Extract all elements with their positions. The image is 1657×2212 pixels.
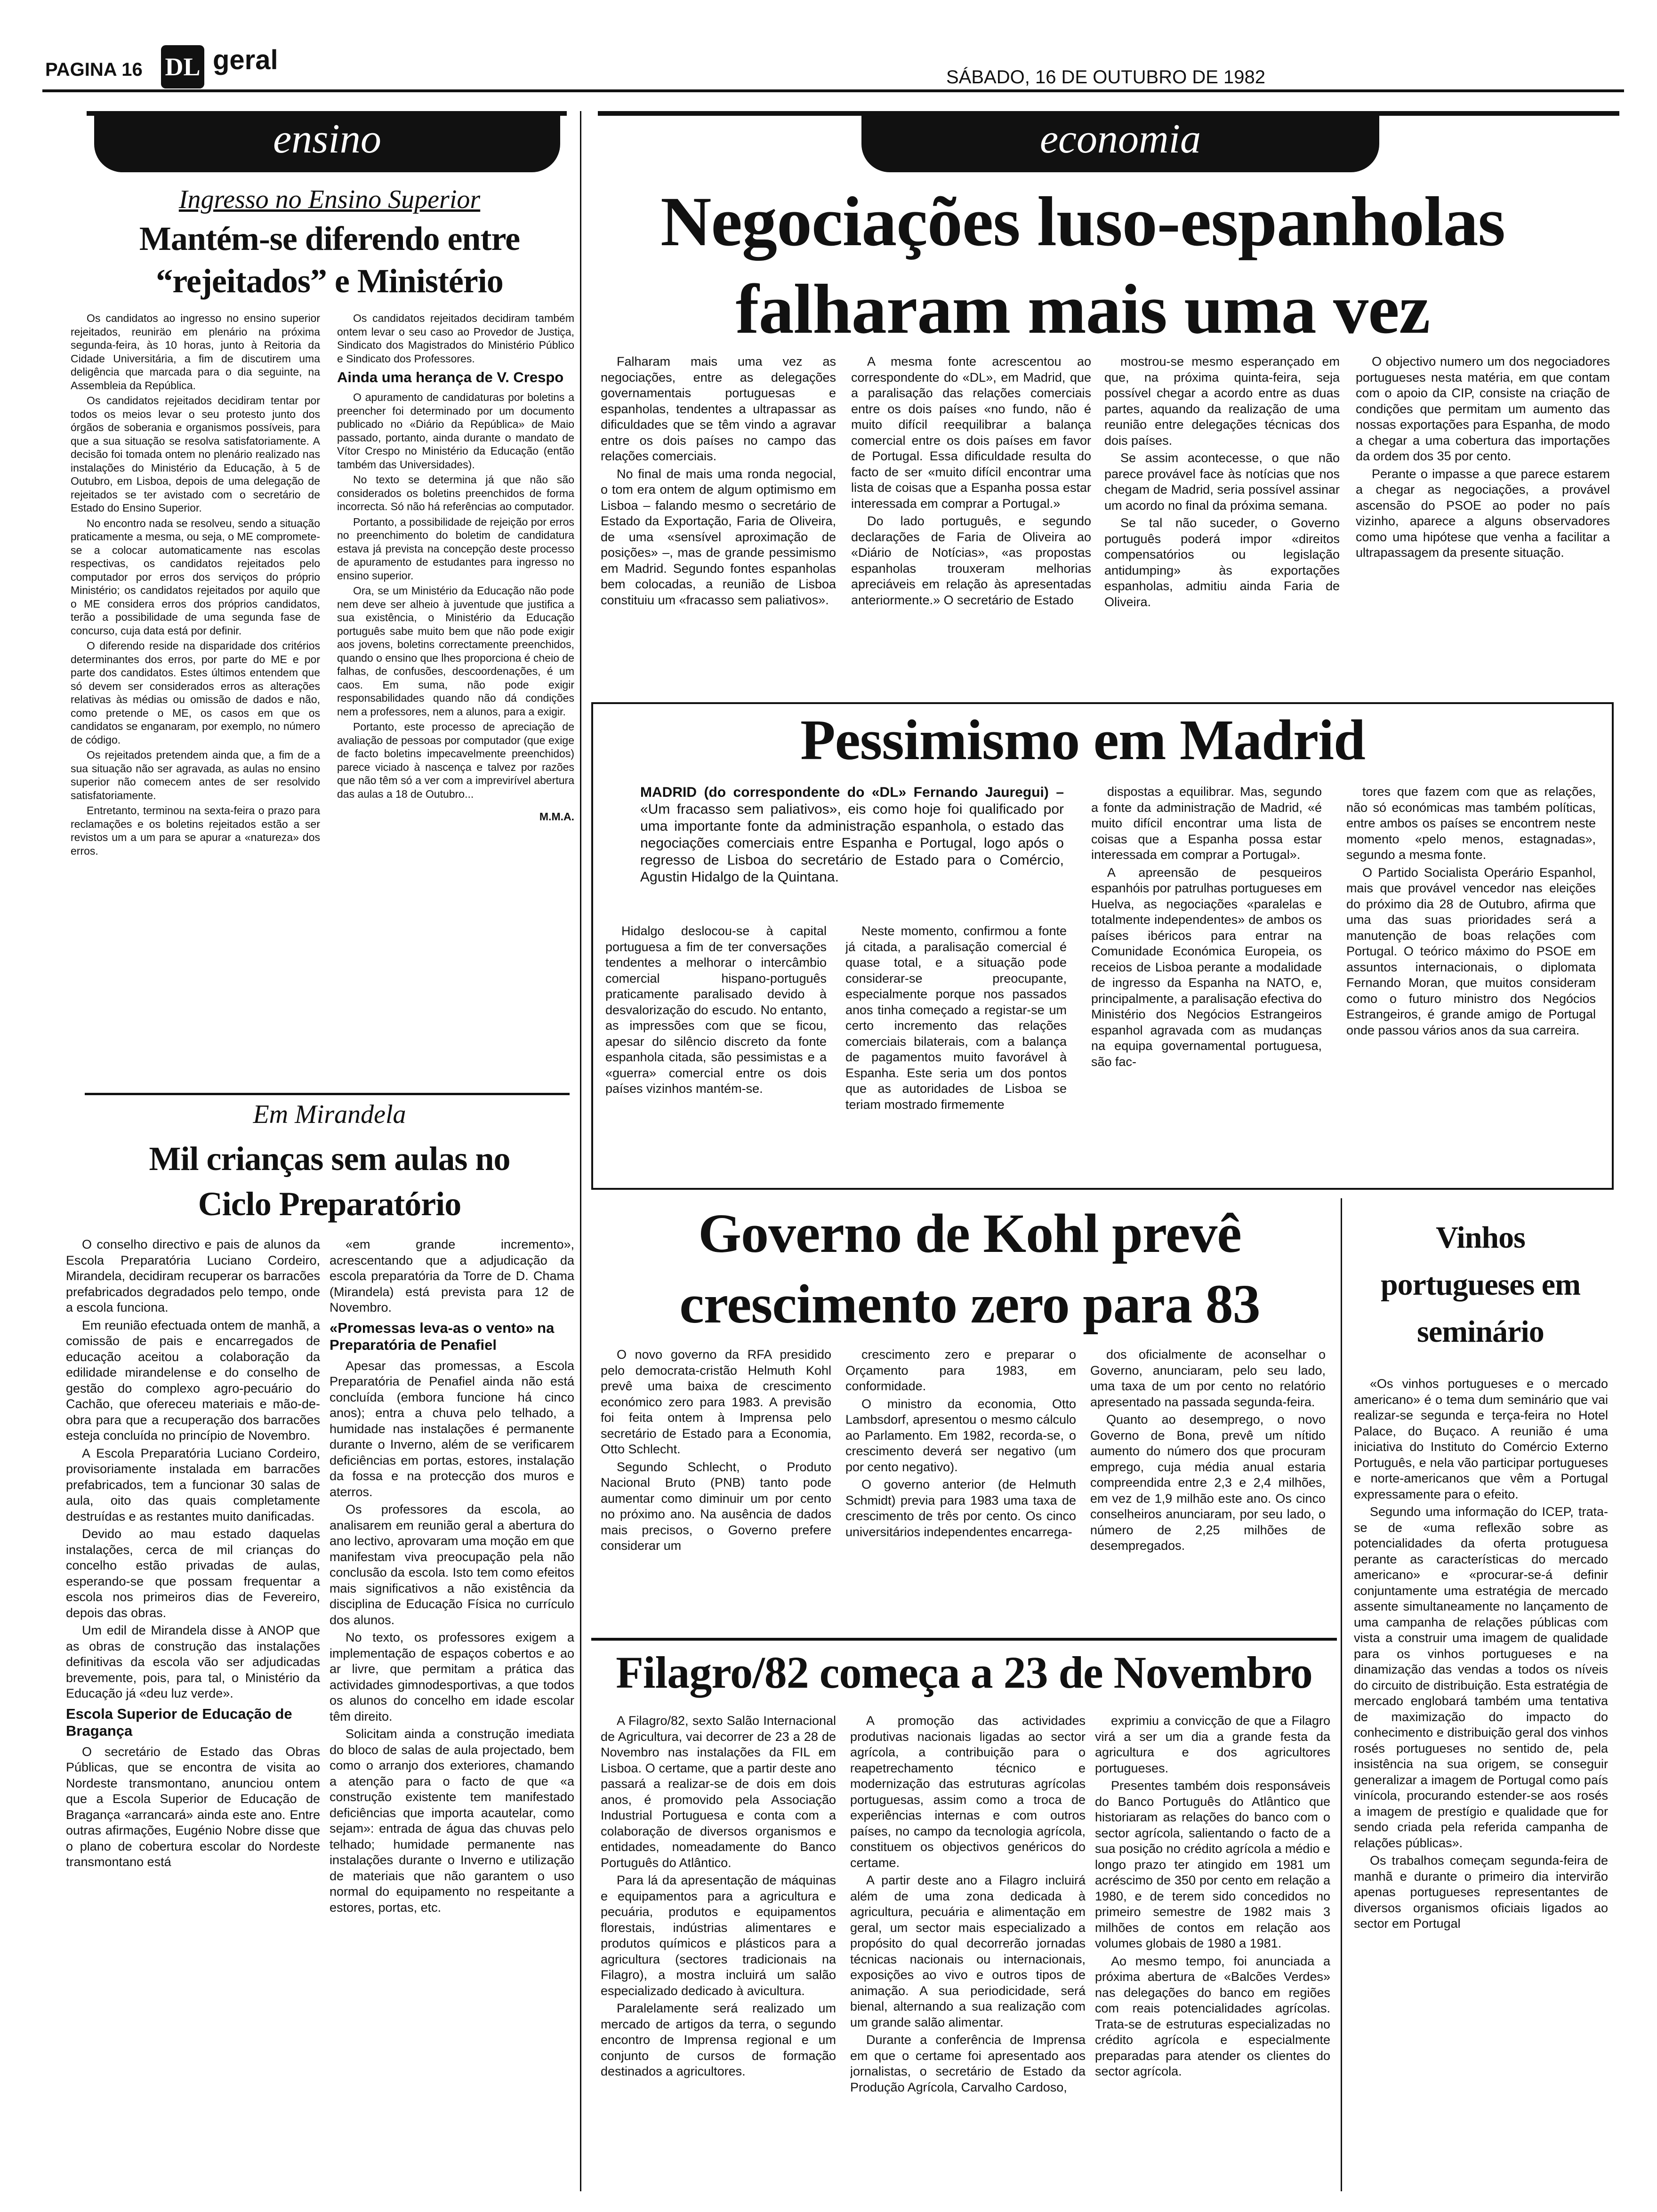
madrid-lead-text: «Um fracasso sem paliativos», eis como hoje foi qualificado por uma importante fonte da administração espanhola, o estado das negociações comerciais entre Espanha e Portugal, logo após o regresso de Lisboa do secretário de Estado para o Comércio, Agustin Hidalgo de la Quintana. xyxy=(640,801,1064,885)
paragraph: Ora, se um Ministério da Educação não pode nem deve ser alheio à juventude que justifica a sua existência, o Ministério da Educação português sabe muito bem que não pode exigir aos jovens, boletins correctamente preenchidos, quando o ensino que lhes proporciona é cheio de falhas, de confusões, descoordenações, é um caos. Em suma, não pode exigir responsabilidades quando não dá condições nem a professores, nem a alunos, para a exigir. xyxy=(337,585,574,718)
paragraph: A partir deste ano a Filagro incluirá além de uma zona dedicada à agricultura, pecuária e alimentação em geral, um sector mais especializado a propósito do qual decorrerão jornadas técnicas nacionais ou internacionais, exposições ao vivo e outros tipos de animação. A sua periodicidade, será bienal, alternando a sua realização com um grande salão alimentar. xyxy=(850,1873,1086,2029)
paragraph: Ao mesmo tempo, foi anunciada a próxima abertura de «Balcões Verdes» nas delegações do banco em regiões com reais potencialidades agrícolas. Trata-se de estruturas especializadas no crédito agrícola e especialmente preparadas para atender os clientes do sector agrícola. xyxy=(1095,1954,1330,2078)
madrid-col-4 xyxy=(1346,784,1596,1178)
filagro-col-3 xyxy=(1095,1713,1330,2198)
paragraph: «Os vinhos portugueses e o mercado americano» é o tema dum seminário que vai realizar-se segunda e terça-feira no Hotel Palace, do Buçaco. A reunião é uma iniciativa do Instituto do Comércio Externo Português, e nela vão participar portugueses e norte-americanos que vêm a Portugal expressamente para o efeito. xyxy=(1354,1377,1608,1501)
paragraph: Perante o impasse a que parece estarem a chegar as negociações, a provável ascensão do PSOE ao poder no país vizinho, aparece a alguns observadores como uma hipótese que venha a facilitar a ultrapassagem da presente situação. xyxy=(1356,466,1610,560)
mirandela-kicker: Em Mirandela xyxy=(253,1100,406,1129)
paragraph: Devido ao mau estado daquelas instalações, cerca de mil crianças do concelho estão privadas de aulas, esperando-se que possam frequentar a escola nos primeiros dias de Fevereiro, depois das obras. xyxy=(66,1527,320,1620)
paragraph: Quanto ao desemprego, o novo Governo de Bona, prevê um nítido aumento do número dos que procuram emprego, cuja média anual estaria compreendida entre 2,3 e 2,4 milhões, em vez de 1,9 milhão este ano. Os cinco conselheiros anunciaram, por seu lado, o número de 2,25 milhões de desempregados. xyxy=(1090,1412,1326,1553)
vinhos-headline: Vinhos portugueses em seminário xyxy=(1380,1220,1581,1349)
paragraph: Hidalgo deslocou-se à capital portuguesa a fim de ter conversações tendentes a melhorar o intercâmbio comercial hispano-português praticamente paralisado devido à desvalorização do escudo. No entanto, as impressões com que se ficou, apesar do silêncio discreto da fonte espanhola citada, são pessimistas e a «guerra» comercial entre os dois países vizinhos mantém-se. xyxy=(605,924,827,1096)
kohl-col-2 xyxy=(845,1347,1076,1639)
paragraph: Um edil de Mirandela disse à ANOP que as obras de construção das instalações definitivas da escola vão ser adjudicadas brevemente, pois, para tal, o Ministério da Educação já «deu luz verde». xyxy=(66,1623,320,1700)
madrid-lead xyxy=(640,784,1064,916)
paragraph: Solicitam ainda a construção imediata do bloco de salas de aula projectado, bem como o arranjo dos exteriores, chamando a atenção para o facto de que «a construção existente tem manifestado deficiências que importa acautelar, como sejam»: entrada de água das chuvas pelo telhado; humidade permanente nas instalações durante o Inverno e utilização de materiais que não garantem o uso normal do equipamento no respeitante a estores, portas, etc. xyxy=(330,1727,574,1915)
paragraph: Do lado português, e segundo declarações de Faria de Oliveira ao «Diário de Notícias», «as propostas espanholas trouxeram melhorias apreciáveis em relação às apresentadas anteriormente.» O secretário de Estado xyxy=(851,514,1091,607)
vinhos-divider xyxy=(1341,1198,1342,2191)
signature: M.M.A. xyxy=(539,810,574,823)
paragraph: Falharam mais uma vez as negociações, entre as delegações governamentais portuguesas e espanholas, tendentes a ultrapassar as dificuldades que se têm vindo a agravar entre os dois países no campo das relações comerciais. xyxy=(601,354,836,463)
section-tab-ensino: ensino xyxy=(94,111,560,172)
paragraph: Durante a conferência de Imprensa em que o certame foi apresentado aos jornalistas, o secretário de Estado da Produção Agrícola, Carvalho Cardoso, xyxy=(850,2033,1086,2094)
paragraph: A mesma fonte acrescentou ao correspondente do «DL», em Madrid, que a paralisação das relações comerciais entre os dois países «no fundo, não é muito difícil reequilibrar a balança comercial entre os dois países em favor de Portugal. Essa dificuldade resulta do facto de ser «muito difícil encontrar uma lista de coisas que a Espanha possa estar interessada em comprar a Portugal.» xyxy=(851,354,1091,511)
page-number: PAGINA 16 xyxy=(45,59,143,80)
economia-col-4 xyxy=(1356,354,1610,693)
madrid-col-3 xyxy=(1091,784,1322,1178)
paragraph: O novo governo da RFA presidido pelo democrata-cristão Helmuth Kohl prevê uma baixa de crescimento económico zero para 1983. A previsão foi feita ontem à Imprensa pelo secretário de Estado para a Economia, Otto Schlecht. xyxy=(601,1347,831,1456)
paragraph: O governo anterior (de Helmuth Schmidt) previa para 1983 uma taxa de crescimento de três por cento. Os cinco universitários independentes encarrega- xyxy=(845,1477,1076,1539)
kohl-col-1 xyxy=(601,1347,831,1639)
paragraph: Os professores da escola, ao analisarem em reunião geral a abertura do ano lectivo, aprovaram uma moção em que manifestam viva preocupação pela não conclusão da escola. Isto tem como efeitos mais significativos a não existência da disciplina de Educação Física no currículo dos alunos. xyxy=(330,1502,574,1627)
paragraph: dos oficialmente de aconselhar o Governo, anunciaram, pelo seu lado, uma taxa de um por cento no relatório apresentado na passada segunda-feira. xyxy=(1090,1347,1326,1409)
paragraph: Entretanto, terminou na sexta-feira o prazo para reclamações e os boletins rejeitados estão a ser revistos um a um para se apurar a «natureza» dos erros. xyxy=(71,804,320,857)
paragraph: tores que fazem com que as relações, não só económicas mas também políticas, entre ambos os países se encontrem neste momento «pelo menos, estagnadas», segundo a mesma fonte. xyxy=(1346,785,1596,862)
madrid-headline: Pessimismo em Madrid xyxy=(800,708,1365,772)
paragraph: «em grande incremento», acrescentando que a adjudicação da escola preparatória da Torre de D. Chama (Mirandela) está prevista para 12 de Novembro. xyxy=(330,1237,574,1314)
filagro-headline: Filagro/82 começa a 23 de Novembro xyxy=(616,1647,1312,1698)
paragraph: No texto se determina já que não são considerados os boletins preenchidos de forma incorrecta. Só não há referências ao computador. xyxy=(337,473,574,513)
madrid-col-2 xyxy=(845,923,1067,1178)
paragraph: No texto, os professores exigem a implementação de espaços cobertos e ao ar livre, que permitam a prática das actividades gimnodesportivas, a que todos os alunos do concelho em idade escolar têm direito. xyxy=(330,1630,574,1723)
column-divider xyxy=(580,111,581,2191)
paragraph: No final de mais uma ronda negocial, o tom era ontem de algum optimismo em Lisboa – falando mesmo o secretário de Estado da Exportação, Faria de Oliveira, de uma «sensível aproximação de posições» –, mas de grande pessimismo em Madrid. Segundo fontes espanholas bem colocadas, a reunião de Lisboa constituiu um «fracasso sem paliativos». xyxy=(601,466,836,607)
paragraph: Os candidatos ao ingresso no ensino superior rejeitados, reuniräo em plenário na próxima segunda-feira, às 10 horas, junto à Reitoria da Cidade Universitária, a fim de discutirem uma deligência que marcada para o dia seguinte, na Assembleia da República. xyxy=(71,312,320,392)
economia-col-2 xyxy=(851,354,1091,693)
paragraph: Para lá da apresentação de máquinas e equipamentos para a agricultura e pecuária, produtos e equipamentos florestais, indústrias alimentares e produtos químicos e plásticos para a agricultura (sectores tradicionais na Filagro), a mostra incluirá um salão especializado dedicado à avicultura. xyxy=(601,1873,836,1998)
madrid-col-1 xyxy=(605,923,827,1178)
subheading: «Promessas leva-as o vento» na Preparatória de Penafiel xyxy=(330,1319,555,1353)
paragraph: Em reunião efectuada ontem de manhã, a comissão de pais e encarregados de educação aceitou a colaboração da edilidade mirandelense e do conselho de gestão do complexo agro-pecuário do Cachão, que ofereceu materiais e mão-de-obra para que a recuperação dos barracões esteja concluída no princípio de Novembro. xyxy=(66,1318,320,1443)
header-rule xyxy=(42,89,1624,92)
paragraph: No encontro nada se resolveu, sendo a situação praticamente a mesma, ou seja, o ME compromete-se a colocar automaticamente nas escolas respectivas, os candidatos rejeitados pelo computador por erros dos serviços do próprio Ministério; os candidatos rejeitados por aquilo que o ME considera erros dos próprios candidatos, terão a possibilidade de uma segunda fase de concurso, cuja data está por definir. xyxy=(71,517,320,637)
newspaper-logo: DL xyxy=(161,45,204,88)
paragraph: Se assim acontecesse, o que não parece provável face às notícias que nos chegam de Madrid, seria possível assinar um acordo no final da próxima semana. xyxy=(1104,451,1340,513)
paragraph: Os candidatos rejeitados decidiram tentar por todos os meios levar o seu protesto junto dos órgãos de soberania e organismos possíveis, para que a sua situação se resolva satisfatoriamente. A decisão foi tomada ontem no plenário realizado nas instalações do Ministério da Educação, à 5 de Outubro, em Lisboa, depois de uma delegação de rejeitados se ter avistado com o secretário de Estado do Ensino Superior. xyxy=(71,394,320,514)
ensino-headline: Mantém-se diferendo entre “rejeitados” e Ministério xyxy=(139,220,520,300)
page-date: SÁBADO, 16 DE OUTUBRO DE 1982 xyxy=(946,67,1266,88)
paragraph: Paralelamente será realizado um mercado de artigos da terra, o segundo encontro de Imprensa regional e um conjunto de cursos de formação destinados a agricultores. xyxy=(601,2001,836,2078)
mirandela-rule xyxy=(85,1093,570,1095)
filagro-col-1 xyxy=(601,1713,836,2198)
economia-col-1 xyxy=(601,354,836,693)
ensino-kicker: Ingresso no Ensino Superior xyxy=(178,185,481,214)
section-name: geral xyxy=(213,45,278,75)
madrid-dateline: MADRID (do correspondente do «DL» Fernando Jauregui) – xyxy=(640,785,1064,800)
paragraph: O secretário de Estado das Obras Públicas, que se encontra de visita ao Nordeste transmontano, anunciou ontem que a Escola Superior de Educação de Bragança «arrancará» ainda este ano. Entre outras afirmações, Eugénio Nobre disse que o plano de cobertura escolar do Nordeste transmontano está xyxy=(66,1744,320,1869)
paragraph: O ministro da economia, Otto Lambsdorf, apresentou o mesmo cálculo ao Parlamento. Em 1982, recorda-se, o crescimento deverá ser negativo (um por cento negativo). xyxy=(845,1396,1076,1474)
paragraph: Segundo Schlecht, o Produto Nacional Bruto (PNB) tanto pode aumentar como diminuir um por cento no próximo ano. Na ausência de dados mais precisos, o Governo prefere considerar um xyxy=(601,1459,831,1553)
paragraph: O apuramento de candidaturas por boletins a preencher foi determinado por um documento publicado no «Diário da República» de Maio passado, portanto, ainda durante o mandato de Vítor Crespo no Ministério da Educação (então também das Universidades). xyxy=(337,391,574,471)
filagro-rule xyxy=(591,1638,1337,1641)
paragraph: Apesar das promessas, a Escola Preparatória de Penafiel ainda não está concluída (embora funcione há cinco anos); entra a chuva pelo telhado, a humidade nas instalações é permanente durante o Inverno, além de se verificarem deficiências em portas, estores, instalação da fossa e na protecção dos muros e aterros. xyxy=(330,1358,574,1499)
paragraph: Os rejeitados pretendem ainda que, a fim de a sua situação não ser agravada, as aulas no ensino superior não comecem antes de ser resolvido satisfatoriamente. xyxy=(71,749,320,801)
section-tab-economia: economia xyxy=(861,111,1379,172)
mirandela-col-2 xyxy=(330,1237,574,2197)
economia-headline: Negociações luso-espanholas falharam mais uma vez xyxy=(660,183,1505,348)
paragraph: Segundo uma informação do ICEP, trata-se de «uma reflexão sobre as potencialidades da oferta protuguesa perante as características do mercado americano» e «procurar-se-á definir conjuntamente uma estratégia de mercado assente simultaneamente no lançamento de uma campanha de relações públicas com vista a construir uma imagem de qualidade para os vinhos portugueses e na dinamização das vendas a todos os níveis do circuito de distribuição. Esta estratégia de mercado englobará também uma tentativa de maximização do impacto do conhecimento e distribuição geral dos vinhos rosés portugueses no sentido de, pela insistência na sua origem, se conseguir generalizar a imagem de Portugal como país vinícola, procurando estender-se aos rosés a imagem de prestígio e qualidade que for sendo criada pela referida campanha de relações públicas». xyxy=(1354,1505,1608,1850)
paragraph: dispostas a equilibrar. Mas, segundo a fonte da administração de Madrid, «é muito difícil encontrar uma lista de coisas que a Espanha possa estar interessada em comprar a Portugal». xyxy=(1091,785,1322,862)
subheading: Ainda uma herança de V. Crespo xyxy=(337,369,564,385)
ensino-col-2 xyxy=(337,312,574,1074)
ensino-col-1 xyxy=(71,312,320,1074)
vinhos-col xyxy=(1354,1376,1608,2195)
paragraph: O diferendo reside na disparidade dos critérios determinantes dos erros, por parte do ME e por parte dos candidatos. Estes últimos entendem que só devem ser considerados erros as alterações relativas às médias ou omissão de dados e não, como pretende o ME, os casos em que os candidatos se enganaram, por exemplo, no número de código. xyxy=(71,640,320,746)
paragraph: Portanto, a possibilidade de rejeição por erros no preenchimento do boletim de candidatura estava já prevista na concepção deste processo de apuramento de estudantes para ingresso no ensino superior. xyxy=(337,515,574,582)
paragraph: A Escola Preparatória Luciano Cordeiro, provisoriamente instalada em barracões prefabricados, tem a funcionar 30 salas de aula, oito das quais completamente destruídas e as restantes muito danificadas. xyxy=(66,1446,320,1523)
economia-col-3 xyxy=(1104,354,1340,693)
paragraph: O conselho directivo e pais de alunos da Escola Preparatória Luciano Cordeiro, Mirandela, decidiram recuperar os barracões prefabricados degradados pelo tempo, onde a escola funciona. xyxy=(66,1237,320,1314)
kohl-headline: Governo de Kohl prevê crescimento zero para 83 xyxy=(679,1202,1260,1335)
subheading: Escola Superior de Educação de Bragança xyxy=(66,1705,292,1739)
paragraph: Os candidatos rejeitados decidiram também ontem levar o seu caso ao Provedor de Justiça, Sindicato dos Magistrados do Ministério Público e Sindicato dos Professores. xyxy=(337,312,574,365)
paragraph: A promoção das actividades produtivas nacionais ligadas ao sector agrícola, a contribuição para o reapetrechamento técnico e modernização das estruturas agrícolas portuguesas, assim como a troca de experiências internas e com outros países, no campo da tecnologia agrícola, constituem os objectivos genéricos do certame. xyxy=(850,1714,1086,1870)
kohl-col-3 xyxy=(1090,1347,1326,1639)
mirandela-headline: Mil crianças sem aulas no Ciclo Preparatório xyxy=(149,1140,510,1223)
paragraph: Neste momento, confirmou a fonte já citada, a paralisação comercial é quase total, e a situação pode considerar-se preocupante, especialmente porque nos passados anos tinha começado a registar-se um certo incremento das relações comerciais bilaterais, com a balança de pagamentos muito favorável à Espanha. Este seria um dos pontos que as autoridades de Lisboa se teriam mostrado firmemente xyxy=(845,924,1067,1112)
paragraph: Se tal não suceder, o Governo português poderá impor «direitos compensatórios ou legislação antidumping» às exportações espanholas, admitiu ainda Faria de Oliveira. xyxy=(1104,516,1340,609)
paragraph: O Partido Socialista Operário Espanhol, mais que provável vencedor nas eleições do próximo dia 28 de Outubro, afirma que uma das suas prioridades será a manutenção de boas relações com Portugal. O teórico máximo do PSOE em assuntos internacionais, o diplomata Fernando Moran, que muitos consideram como o futuro ministro dos Negócios Estrangeiros, é grande amigo de Portugal onde passou vários anos da sua carreira. xyxy=(1346,865,1596,1037)
mirandela-col-1 xyxy=(66,1237,320,2197)
paragraph: A Filagro/82, sexto Salão Internacional de Agricultura, vai decorrer de 23 a 28 de Novembro nas instalações da FIL em Lisboa. O certame, que a partir deste ano passará a realizar-se de dois em dois anos, é promovido pela Associação Industrial Portuguesa e conta com a colaboração de diversos organismos e entidades, nomeadamente do Banco Português do Atlântico. xyxy=(601,1714,836,1870)
paragraph: mostrou-se mesmo esperançado em que, na próxima quinta-feira, seja possível chegar a acordo entre as duas partes, aquando da realização de uma reunião entre delegações técnicas dos dois países. xyxy=(1104,354,1340,448)
filagro-col-2 xyxy=(850,1713,1086,2198)
paragraph: A apreensão de pesqueiros espanhóis por patrulhas portugueses em Huelva, as negociações «paralelas e totalmente independentes» de ambos os países ibéricos para entrar na Comunidade Económica Europeia, os receios de Lisboa perante a modalidade de ingresso da Espanha na NATO, e, principalmente, a paralisação efectiva do Ministério dos Negócios Estrangeiros espanhol agravada com as mudanças na equipa governamental portuguesa, são fac- xyxy=(1091,865,1322,1069)
paragraph: Presentes também dois responsáveis do Banco Português do Atlântico que historiaram as relações do banco com o sector agrícola, salientando o facto de a sua posição no crédito agrícola a médio e longo prazo ter atingido em 1981 um acréscimo de 350 por cento em relação a 1980, e de terem sido concedidos no primeiro semestre de 1982 mais 3 milhões de contos em relação aos volumes globais de 1980 a 1981. xyxy=(1095,1779,1330,1950)
paragraph: O objectivo numero um dos negociadores portugueses nesta matéria, em que contam com o apoio da CIP, consiste na criação de condições que permitam um aumento das nossas exportações para Espanha, de modo a chegar a uma cobertura das importações da ordem dos 35 por cento. xyxy=(1356,354,1610,463)
paragraph: exprimiu a convicção de que a Filagro virá a ser um dia a grande festa da agricultura e dos agricultores portugueses. xyxy=(1095,1714,1330,1775)
paragraph: crescimento zero e preparar o Orçamento para 1983, em conformidade. xyxy=(845,1347,1076,1393)
paragraph: Os trabalhos começam segunda-feira de manhã e durante o primeiro dia intervirão apenas portugueses representantes de diversos organismos oficiais ligados ao sector em Portugal xyxy=(1354,1853,1608,1931)
paragraph: Portanto, este processo de apreciação de avaliação de pessoas por computador (que exige de facto boletins impecavelmente preenchidos) parece viciado à nascença e talvez por razões que não têm só a ver com a imprevirível abertura das aulas a 18 de Outubro... xyxy=(337,721,574,800)
